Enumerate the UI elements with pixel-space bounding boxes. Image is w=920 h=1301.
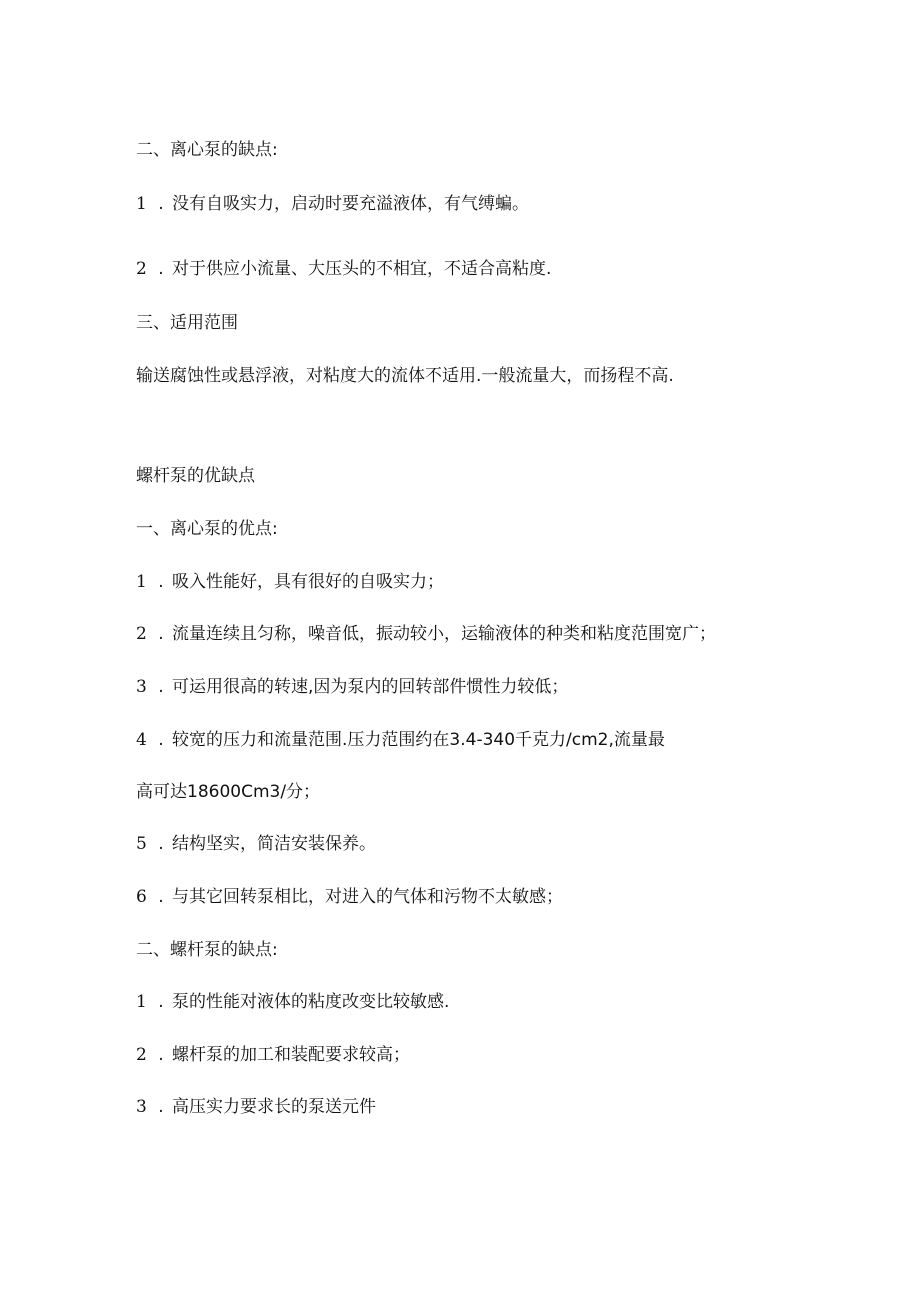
list-item-advantage-2 bbox=[136, 622, 716, 646]
list-number: 1 bbox=[136, 194, 147, 214]
list-item-screw-disadvantage-2 bbox=[136, 1043, 410, 1067]
list-item-centrifugal-disadvantage-2 bbox=[136, 257, 551, 281]
heading-screw-pump-disadvantages: 二、螺杆泵的缺点: bbox=[136, 940, 278, 960]
list-text: 可运用很高的转速,因为泵内的回转部件惯性力较低； bbox=[172, 677, 569, 697]
list-number: 4 bbox=[136, 730, 147, 750]
list-separator: . bbox=[158, 834, 164, 854]
list-separator: . bbox=[158, 572, 164, 592]
list-text: 泵的性能对液体的粘度改变比较敏感. bbox=[172, 992, 450, 1012]
list-item-advantage-5 bbox=[136, 832, 376, 856]
list-separator: . bbox=[158, 677, 164, 697]
list-text: 螺杆泵的加工和装配要求较高； bbox=[172, 1045, 410, 1065]
list-separator: . bbox=[158, 259, 164, 279]
list-item-advantage-1 bbox=[136, 570, 444, 594]
list-item-advantage-3 bbox=[136, 675, 568, 699]
list-separator: . bbox=[158, 624, 164, 644]
list-text: 没有自吸实力，启动时要充溢液体，有气缚蝙。 bbox=[172, 194, 529, 214]
list-number: 6 bbox=[136, 887, 147, 907]
list-text: 较宽的压力和流量范围.压力范围约在3.4-340千克力/cm2,流量最 bbox=[172, 730, 665, 750]
list-separator: . bbox=[158, 1045, 164, 1065]
list-item-advantage-4 bbox=[136, 728, 665, 752]
list-text: 吸入性能好，具有很好的自吸实力； bbox=[172, 572, 444, 592]
list-item-centrifugal-disadvantage-1 bbox=[136, 192, 529, 216]
list-text: 结构坚实，简洁安装保养。 bbox=[172, 834, 376, 854]
list-item-advantage-4-continuation: 高可达18600Cm3/分； bbox=[136, 782, 321, 802]
list-number: 3 bbox=[136, 1097, 147, 1117]
list-number: 3 bbox=[136, 677, 147, 697]
section-title-screw-pump: 螺杆泵的优缺点 bbox=[136, 466, 255, 486]
list-number: 2 bbox=[136, 259, 147, 279]
list-separator: . bbox=[158, 887, 164, 907]
list-text: 高压实力要求长的泵送元件 bbox=[172, 1097, 376, 1117]
list-text: 与其它回转泵相比，对进入的气体和污物不太敏感； bbox=[172, 887, 563, 907]
paragraph-application-scope: 输送腐蚀性或悬浮液，对粘度大的流体不适用.一般流量大，而扬程不高. bbox=[136, 366, 674, 386]
heading-advantages: 一、离心泵的优点: bbox=[136, 519, 278, 539]
list-item-screw-disadvantage-1 bbox=[136, 990, 449, 1014]
heading-application-scope: 三、适用范围 bbox=[136, 313, 238, 333]
list-number: 2 bbox=[136, 1045, 147, 1065]
list-separator: . bbox=[158, 194, 164, 214]
list-separator: . bbox=[158, 992, 164, 1012]
heading-centrifugal-disadvantages: 二、离心泵的缺点: bbox=[136, 140, 278, 160]
list-text: 对于供应小流量、大压头的不相宜，不适合高粘度. bbox=[172, 259, 552, 279]
list-item-advantage-6 bbox=[136, 885, 563, 909]
list-number: 1 bbox=[136, 572, 147, 592]
list-separator: . bbox=[158, 730, 164, 750]
list-number: 1 bbox=[136, 992, 147, 1012]
list-number: 5 bbox=[136, 834, 147, 854]
list-separator: . bbox=[158, 1097, 164, 1117]
list-number: 2 bbox=[136, 624, 147, 644]
list-text: 流量连续且匀称，噪音低，振动较小，运输液体的种类和粘度范围宽广； bbox=[172, 624, 716, 644]
list-item-screw-disadvantage-3 bbox=[136, 1095, 376, 1119]
